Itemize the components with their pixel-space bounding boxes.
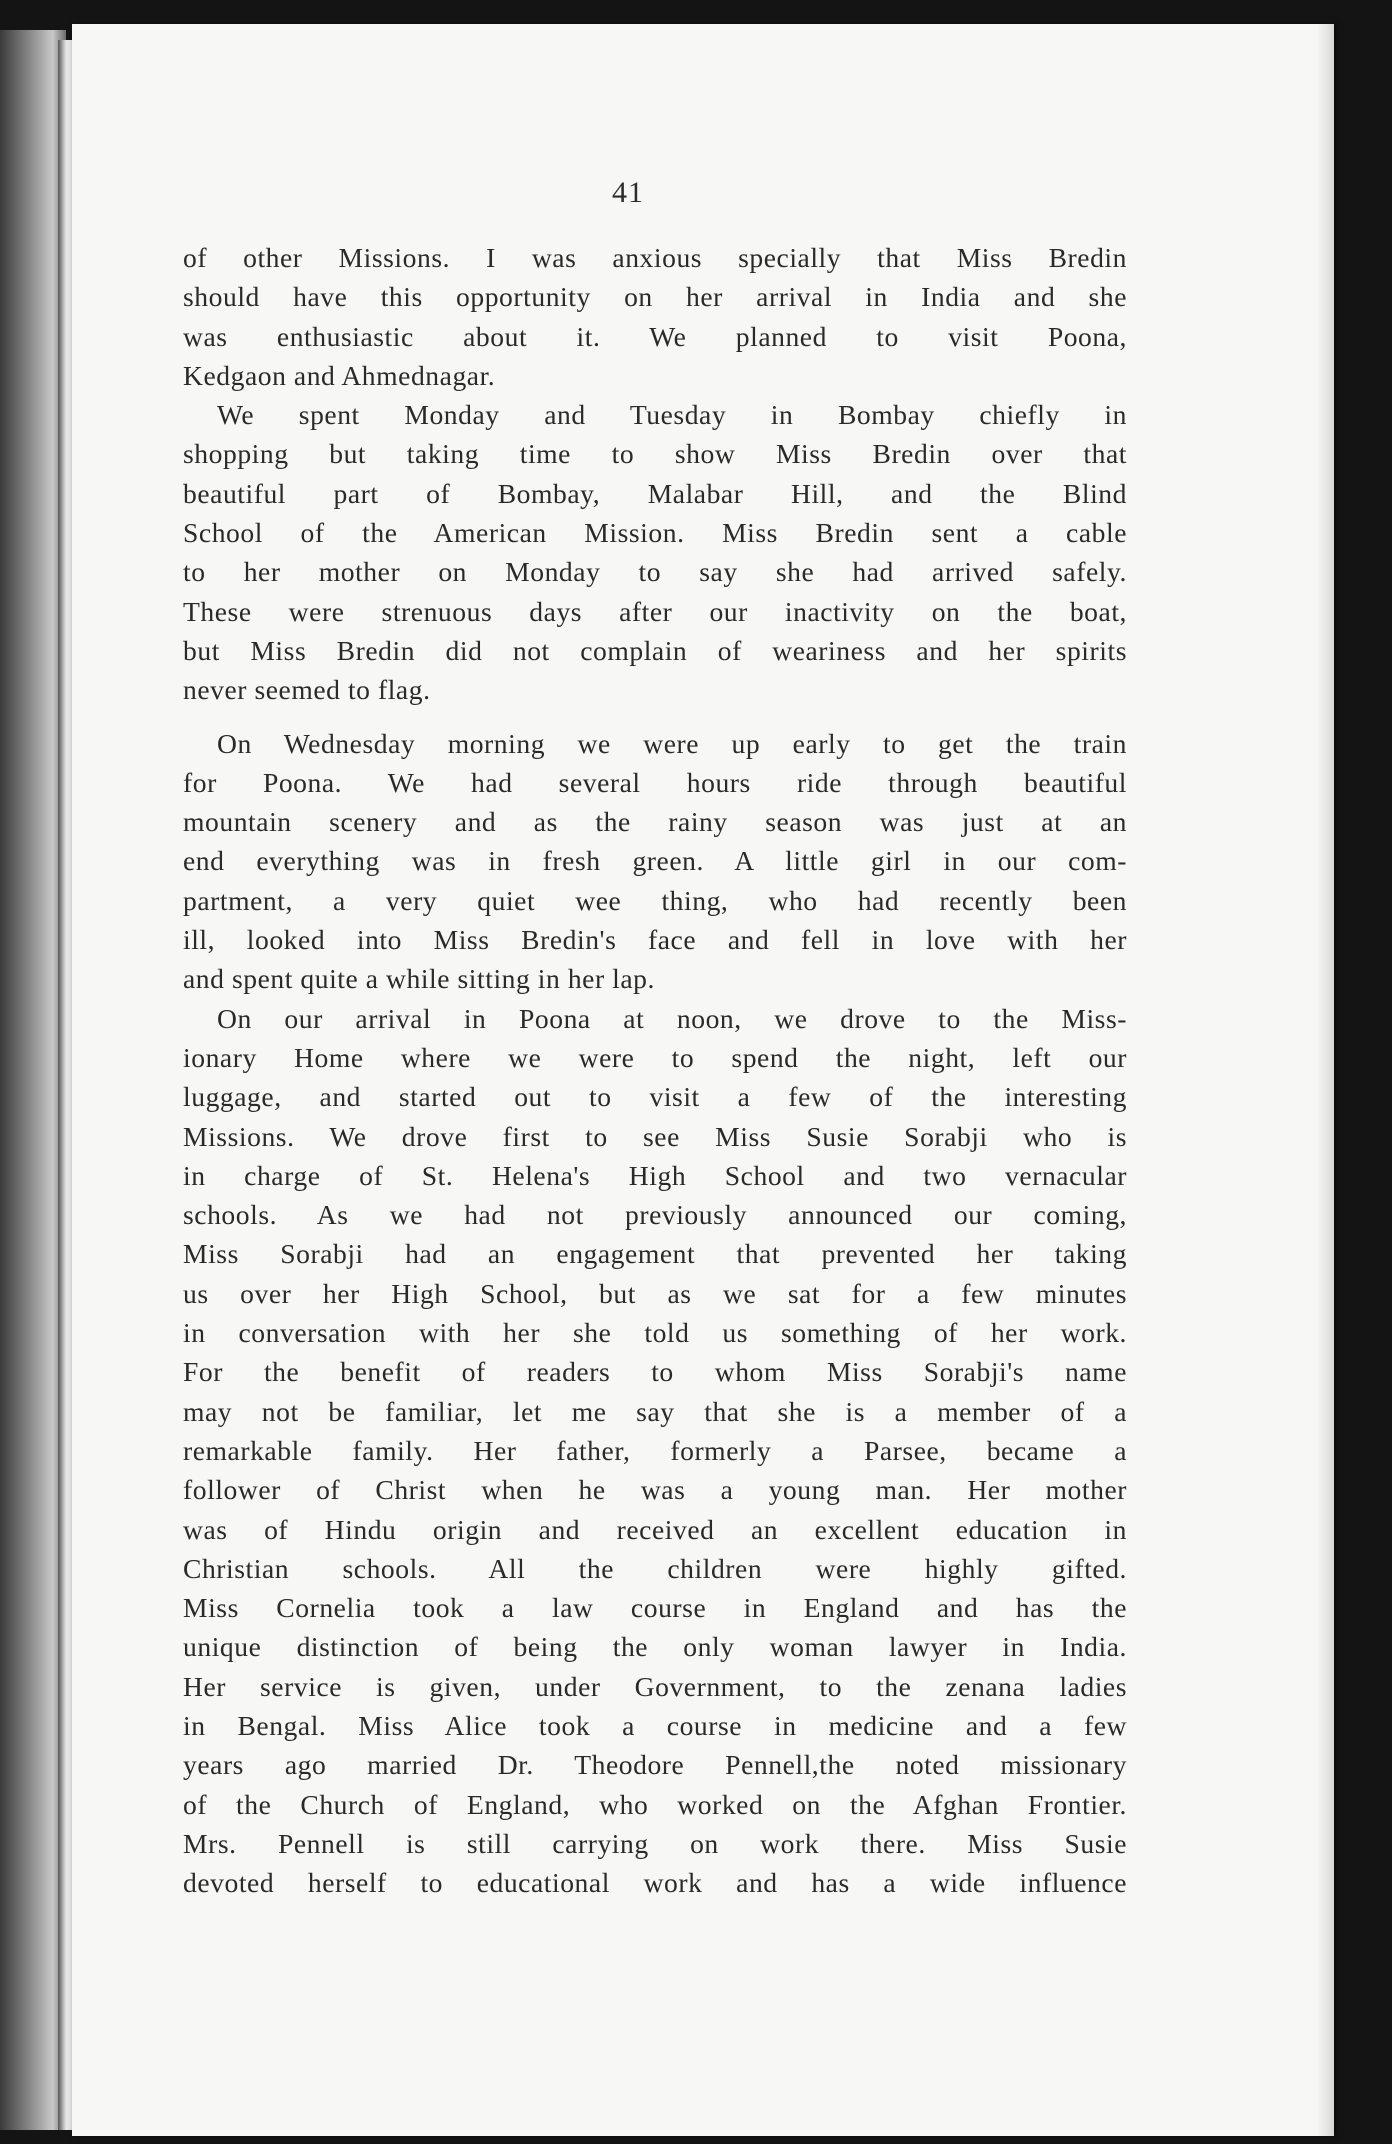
text-line: Mrs. Pennell is still carrying on work there. Miss Susie <box>183 1827 1127 1859</box>
text-line: ill, looked into Miss Bredin's face and fell in love with her <box>183 924 1127 956</box>
text-line: and spent quite a while sitting in her lap. <box>183 963 655 995</box>
text-line: ionary Home where we were to spend the night, left our <box>183 1041 1127 1073</box>
text-line: unique distinction of being the only woman lawyer in India. <box>183 1631 1127 1663</box>
text-line: Kedgaon and Ahmednagar. <box>183 359 496 391</box>
text-line: School of the American Mission. Miss Bredin sent a cable <box>183 517 1127 549</box>
text-line: should have this opportunity on her arrival in India and she <box>183 281 1127 313</box>
text-line: us over her High School, but as we sat for a few minutes <box>183 1277 1127 1309</box>
page-number: 41 <box>612 176 644 209</box>
text-line: luggage, and started out to visit a few of the interesting <box>183 1081 1127 1113</box>
text-line: beautiful part of Bombay, Malabar Hill, and the Blind <box>183 477 1127 509</box>
text-line: may not be familiar, let me say that she is a member of a <box>183 1395 1127 1427</box>
text-line: Her service is given, under Government, to the zenana ladies <box>183 1670 1127 1702</box>
text-line: in charge of St. Helena's High School and two vernacular <box>183 1159 1127 1191</box>
text-line: Miss Cornelia took a law course in England and has the <box>183 1592 1127 1624</box>
text-line: was of Hindu origin and received an excellent education in <box>183 1513 1127 1545</box>
text-line: remarkable family. Her father, formerly a Parsee, became a <box>183 1434 1127 1466</box>
text-line: mountain scenery and as the rainy season was just at an <box>183 806 1127 838</box>
text-line: We spent Monday and Tuesday in Bombay chiefly in <box>217 399 1127 431</box>
text-line: On Wednesday morning we were up early to get the train <box>217 727 1127 759</box>
text-line: of the Church of England, who worked on the Afghan Frontier. <box>183 1788 1127 1820</box>
text-line: Missions. We drove first to see Miss Susie Sorabji who is <box>183 1120 1127 1152</box>
text-line: These were strenuous days after our inactivity on the boat, <box>183 595 1127 627</box>
text-line: of other Missions. I was anxious specially that Miss Bredin <box>183 242 1127 273</box>
text-line: shopping but taking time to show Miss Bredin over that <box>183 438 1127 470</box>
text-line: in conversation with her she told us something of her work. <box>183 1317 1127 1349</box>
text-line: years ago married Dr. Theodore Pennell,the noted missionary <box>183 1749 1127 1781</box>
text-line: follower of Christ when he was a young man. Her mother <box>183 1474 1127 1506</box>
body-text <box>183 238 1127 1902</box>
text-line: partment, a very quiet wee thing, who had recently been <box>183 884 1127 916</box>
text-line: Miss Sorabji had an engagement that prevented her taking <box>183 1238 1127 1270</box>
text-line: to her mother on Monday to say she had arrived safely. <box>183 556 1127 588</box>
facing-page-edge <box>0 30 66 2130</box>
text-line: never seemed to flag. <box>183 674 431 706</box>
page-right-edge <box>1318 24 1334 2136</box>
text-line: was enthusiastic about it. We planned to visit Poona, <box>183 320 1127 352</box>
text-line: On our arrival in Poona at noon, we drove to the Miss- <box>217 1002 1127 1034</box>
text-line: For the benefit of readers to whom Miss Sorabji's name <box>183 1356 1127 1388</box>
text-line: Christian schools. All the children were highly gifted. <box>183 1552 1127 1584</box>
text-line: schools. As we had not previously announced our coming, <box>183 1199 1127 1231</box>
text-line: but Miss Bredin did not complain of weariness and her spirits <box>183 634 1127 666</box>
text-line: devoted herself to educational work and has a wide influence <box>183 1867 1127 1899</box>
text-line: in Bengal. Miss Alice took a course in medicine and a few <box>183 1709 1127 1741</box>
text-line: end everything was in fresh green. A little girl in our com- <box>183 845 1127 877</box>
text-line: for Poona. We had several hours ride through beautiful <box>183 766 1127 798</box>
